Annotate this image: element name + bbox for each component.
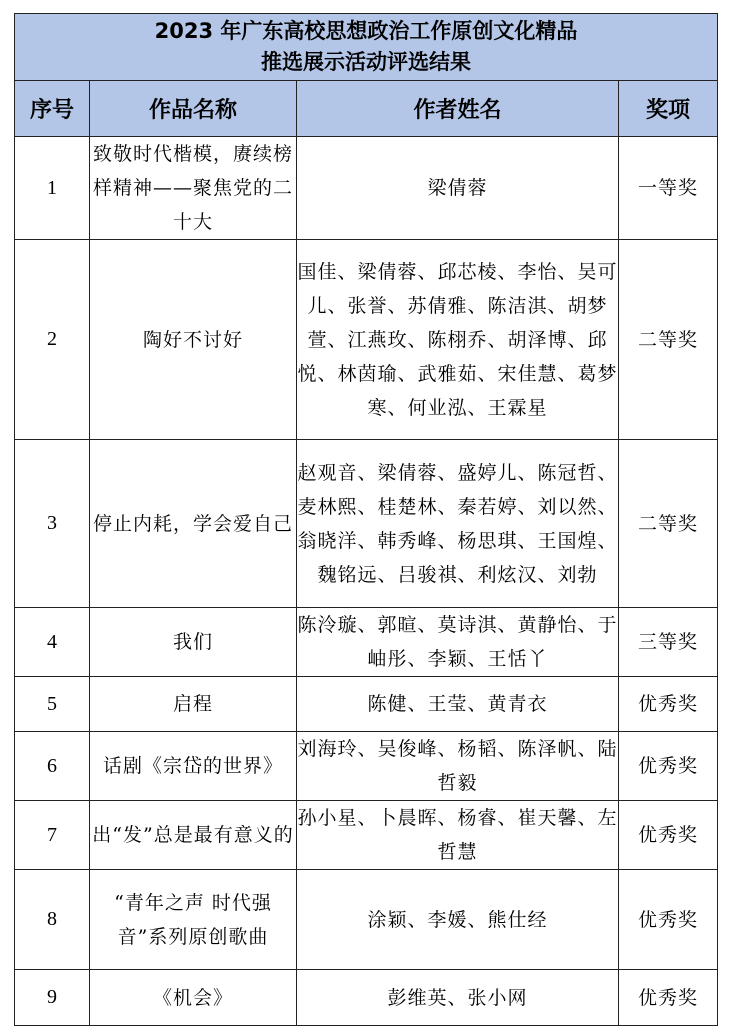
row-authors: 陈健、王莹、黄青衣 [297, 677, 619, 732]
row-authors: 彭维英、张小网 [297, 970, 619, 1026]
row-work: 致敬时代楷模，赓续榜样精神——聚焦党的二十大 [90, 137, 297, 240]
table-row [15, 137, 718, 240]
table-row [15, 970, 718, 1026]
table-title [15, 14, 718, 81]
row-work: 《机会》 [90, 970, 297, 1026]
row-authors: 陈泠璇、郭暄、莫诗淇、黄静怡、于岫彤、李颖、王恬丫 [297, 608, 619, 677]
row-award: 一等奖 [619, 137, 718, 240]
table-row [15, 240, 718, 440]
row-authors: 梁倩蓉 [297, 137, 619, 240]
row-work: 我们 [90, 608, 297, 677]
row-index: 9 [15, 970, 90, 1026]
row-work: 陶好不讨好 [90, 240, 297, 440]
table-row [15, 870, 718, 970]
row-work: 停止内耗，学会爱自己 [90, 440, 297, 608]
title-line-1: 2023 年广东高校思想政治工作原创文化精品 [154, 19, 578, 43]
row-index: 1 [15, 137, 90, 240]
row-authors: 孙小星、卜晨晖、杨睿、崔天馨、左哲慧 [297, 801, 619, 870]
table-row [15, 440, 718, 608]
table-row [15, 801, 718, 870]
row-award: 优秀奖 [619, 732, 718, 801]
row-authors: 国佳、梁倩蓉、邱芯棱、李怡、吴可儿、张誉、苏倩雅、陈洁淇、胡梦萱、江燕玫、陈栩乔、胡泽博、邱悦、林茵瑜、武雅茹、宋佳慧、葛梦寒、何业泓、王霖星 [297, 240, 619, 440]
header-index: 序号 [15, 81, 90, 137]
row-index: 3 [15, 440, 90, 608]
header-authors: 作者姓名 [297, 81, 619, 137]
table-row [15, 608, 718, 677]
row-award: 二等奖 [619, 240, 718, 440]
row-award: 优秀奖 [619, 801, 718, 870]
row-index: 4 [15, 608, 90, 677]
row-work: “青年之声 时代强音”系列原创歌曲 [90, 870, 297, 970]
table-row [15, 732, 718, 801]
row-work: 启程 [90, 677, 297, 732]
row-authors: 赵观音、梁倩蓉、盛婷儿、陈冠哲、麦林熙、桂楚林、秦若婷、刘以然、翁晓洋、韩秀峰、杨思琪、王国煌、魏铭远、吕骏祺、利炫汉、刘勃 [297, 440, 619, 608]
header-award: 奖项 [619, 81, 718, 137]
row-authors: 涂颖、李媛、熊仕经 [297, 870, 619, 970]
row-award: 三等奖 [619, 608, 718, 677]
row-award: 优秀奖 [619, 970, 718, 1026]
results-table [14, 13, 718, 1026]
row-index: 2 [15, 240, 90, 440]
row-work: 出“发”总是最有意义的 [90, 801, 297, 870]
row-award: 优秀奖 [619, 870, 718, 970]
row-award: 二等奖 [619, 440, 718, 608]
header-work: 作品名称 [90, 81, 297, 137]
row-authors: 刘海玲、吴俊峰、杨韬、陈泽帆、陆哲毅 [297, 732, 619, 801]
header-row [15, 81, 718, 137]
title-line-2: 推选展示活动评选结果 [261, 50, 471, 74]
table-row [15, 677, 718, 732]
row-index: 8 [15, 870, 90, 970]
row-index: 6 [15, 732, 90, 801]
row-index: 5 [15, 677, 90, 732]
row-award: 优秀奖 [619, 677, 718, 732]
row-work: 话剧《宗岱的世界》 [90, 732, 297, 801]
row-index: 7 [15, 801, 90, 870]
